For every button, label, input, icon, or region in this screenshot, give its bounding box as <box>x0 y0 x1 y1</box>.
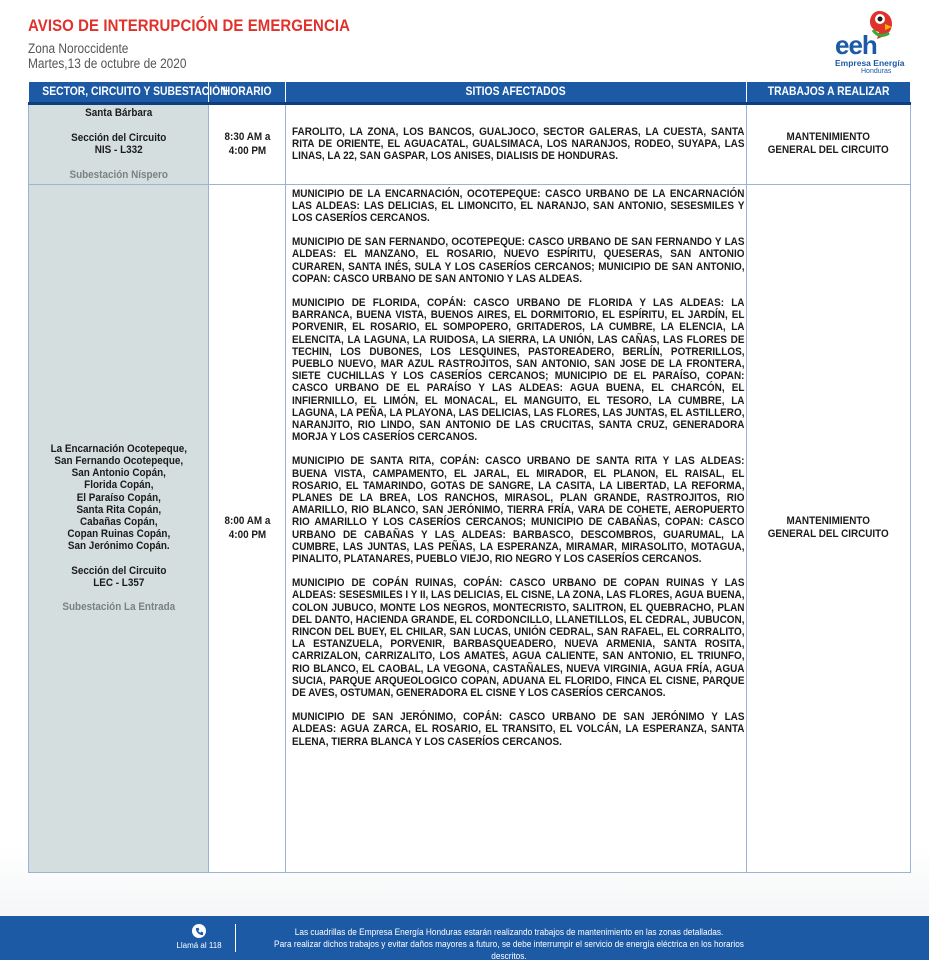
table-row <box>29 103 911 184</box>
header-schedule: HORARIO <box>209 82 286 103</box>
logo-company: Empresa Energía <box>835 58 905 68</box>
sites-paragraph: MUNICIPIO DE LA ENCARNACIÓN, OCOTEPEQUE: CASCO URBANO DE LA ENCARNACIÓN LAS ALDEAS: LAS DELICIAS, EL LIMONCITO, EL NARANJO, SAN ANTONIO, SESESMILES Y LOS CASERÍOS CERCANOS. <box>292 187 745 224</box>
circuit-code: NIS - L332 <box>94 144 143 156</box>
work-cell <box>747 184 911 872</box>
header-sites: SITIOS AFECTADOS <box>286 82 747 103</box>
substation-name: Subestación Níspero <box>69 168 168 181</box>
table-header-row <box>29 82 911 103</box>
sector-line: San Jerónimo Copán. <box>67 540 170 553</box>
sector-line: Cabañas Copán, <box>79 516 158 528</box>
circuit-code: LEC - L357 <box>92 576 145 589</box>
sector-line: La Encarnación Ocotepeque, <box>50 442 187 455</box>
schedule-cell <box>209 184 286 872</box>
footer-message <box>244 926 774 960</box>
work-line-2: GENERAL DEL CIRCUITO <box>767 528 890 540</box>
sites-paragraph: FAROLITO, LA ZONA, LOS BANCOS, GUALJOCO, SECTOR GALERAS, LA CUESTA, SANTA RITA DE ORIENTE, EL AGUACATAL, GUALSIMACA, LOS NARANJOS, RODEO, SUYAPA, LAS LINAS, LA 22, SAN GASPAR, LOS ANISES, DIALISIS DE HONDURAS. <box>292 125 745 163</box>
work-line-1: MANTENIMIENTO <box>786 131 871 143</box>
schedule-start: 8:30 AM a <box>224 131 270 143</box>
circuit-label: Sección del Circuito <box>70 131 167 144</box>
table-row <box>29 184 911 872</box>
schedule-cell <box>209 103 286 184</box>
date-label: Martes,13 de octubre de 2020 <box>28 56 187 71</box>
sites-paragraph: MUNICIPIO DE SAN JERÓNIMO, COPÁN: CASCO URBANO DE SAN JERÓNIMO Y LAS ALDEAS: AGUA ZARCA, EL ROSARIO, EL TRANSITO, EL VOLCÁN, LA ESPERANZA, SANTA ELENA, TIERRA BLANCA Y LOS CASERÍOS CERCANOS. <box>292 711 745 748</box>
footer-divider <box>235 924 236 952</box>
call-118[interactable] <box>174 924 224 950</box>
schedule-end: 4:00 PM <box>228 529 266 541</box>
work-line-1: MANTENIMIENTO <box>786 515 871 527</box>
header-work: TRABAJOS A REALIZAR <box>747 82 911 103</box>
sites-paragraph: MUNICIPIO DE SAN FERNANDO, OCOTEPEQUE: CASCO URBANO DE SAN FERNANDO Y LAS ALDEAS: EL MANZANO, EL ROSARIO, NUEVO ESPÍRITU, QUESERAS, SAN ANTONIO CURAREN, SANTA INÉS, SULA Y LOS CASERÍOS CERCANOS; MUNICIPIO DE SAN ANTONIO, COPAN: CASCO URBANO DE SAN ANTONIO Y LAS ALDEAS. <box>292 236 745 285</box>
sector-name: Santa Bárbara <box>84 107 153 119</box>
sites-cell <box>286 103 747 184</box>
sector-cell <box>29 184 209 872</box>
circuit-label: Sección del Circuito <box>70 564 167 577</box>
outage-table <box>28 82 911 873</box>
phone-icon <box>192 924 206 938</box>
schedule-end: 4:00 PM <box>228 145 266 157</box>
logo-brand: eeh <box>835 30 877 60</box>
footer-bar <box>0 916 929 960</box>
work-line-2: GENERAL DEL CIRCUITO <box>767 144 890 156</box>
footer-line-1: Las cuadrillas de Empresa Energía Honduras estarán realizando trabajos de mantenimiento en las zonas detalladas. <box>294 927 724 937</box>
phone-label: Llamá al 118 <box>176 941 222 950</box>
substation-name: Subestación La Entrada <box>62 601 175 614</box>
header-sector: SECTOR, CIRCUITO Y SUBESTACIÓN <box>29 82 209 103</box>
sites-paragraph: MUNICIPIO DE FLORIDA, COPÁN: CASCO URBANO DE FLORIDA Y LAS ALDEAS: LA BARRANCA, BUENA VISTA, BUENOS AIRES, EL DORMITORIO, EL ESPÍRITU, EL JARDÍN, EL PORVENIR, EL ROSARIO, EL SOMPOPERO, GRITADEROS, LA CUMBRE, LA ELENCIA, LA ELENCITA, LA LAGUNA, LA RUIDOSA, LA SIERRA, LA UNIÓN, LAS CAÑAS, LAS FLORES DE TECHIN, LOS DUBONES, LOS LESQUINES, PASTOREADERO, BERLÍN, POTRERILLOS, PUEBLO NUEVO, MAR AZUL RASTROJITOS, SAN ANTONIO, SAN JOSE DE LA FRONTERA, SIETE CUCHILLAS Y LOS CASERÍOS CERCANOS; MUNICIPIO DE EL PARAÍSO, COPAN: CASCO URBANO DE EL PARAÍSO Y LAS ALDEAS: AGUA BUENA, EL CHARCÓN, EL INFIERNILLO, EL LIMÓN, EL MONACAL, EL MANGUITO, EL TESORO, LA CUMBRE, LA LAGUNA, LA PEÑA, LA PLAYONA, LAS DELICIAS, LAS FLORES, LAS JUNTAS, EL ASTILLERO, NARANJITO, RIO LINDO, SAN ANTONIO DE LAS CRUCITAS, SANTA CRUZ, GENERADORA MORJA Y LOS CASERÍOS CERCANOS. <box>292 296 745 444</box>
sites-paragraph: MUNICIPIO DE COPÁN RUINAS, COPÁN: CASCO URBANO DE COPAN RUINAS Y LAS ALDEAS: SESESMILES I Y II, LAS DELICIAS, EL CISNE, LA ZONA, LAS FLORES, AGUA BUENA, COLON JUBUCO, MONTE LOS NEGROS, MONTECRISTO, SALITRON, EL QUEBRACHO, PLAN DEL DANTO, HACIENDA GRANDE, EL CORDONCILLO, LLANETILLOS, EL CEDRAL, JUBUCON, RINCON DEL BUEY, EL CHILAR, SAN LUCAS, UNIÓN CEDRAL, SAN RAFAEL, EL CORRALITO, LA ESTANZUELA, PORVENIR, BARBASQUEADERO, NUEVA ARMENIA, SANTA ROSITA, CARRIZALON, CARRIZALITO, LOS AMATES, AGUA CALIENTE, SAN ANTONIO, EL TRIUNFO, RIO BLANCO, EL CAOBAL, LA VEGONA, CASTAÑALES, NUEVA VIRGINIA, AGUA FRÍA, AGUA SUCIA, PARQUE ARQUEOLOGICO COPAN, ADUANA EL FLORIDO, FINCA EL CISNE, PARQUE DE AVES, OSTUMAN, GENERADORA EL CISNE Y LOS CASERÍOS CERCANOS. <box>292 577 745 700</box>
sites-paragraph: MUNICIPIO DE SANTA RITA, COPÁN: CASCO URBANO DE SANTA RITA Y LAS ALDEAS: BUENA VISTA, CAMPAMENTO, EL JARAL, EL MIRADOR, EL PLANON, EL RAISAL, EL ROSARIO, EL TAMARINDO, GOTAS DE SANGRE, LA CASITA, LA LIBERTAD, LA REFORMA, PLANES DE LA BREA, LOS RANCHOS, MIRASOL, PLAN GRANDE, RASTROJITOS, RIO AMARILLO, RIO BLANCO, SAN JERÓNIMO, TIERRA FRÍA, VARA DE COHETE, AEROPUERTO RIO AMARILLO Y LOS CASERÍOS CERCANOS; MUNICIPIO DE CABAÑAS, COPAN: CASCO URBANO DE CABAÑAS Y LAS ALDEAS: BARBASCO, DESCOMBROS, GUARUMAL, LA CUMBRE, LAS JUNTAS, LAS PEÑAS, LA ESPERANZA, MIRAMAR, MIRASOLITO, MOTAGUA, PINALITO, PLATANARES, PUEBLO VIEJO, RIO NEGRO Y LOS CASERÍOS CERCANOS. <box>292 455 745 565</box>
sector-line: Florida Copán, <box>83 479 154 492</box>
schedule-start: 8:00 AM a <box>224 515 270 527</box>
eeh-logo <box>835 10 909 80</box>
sector-line: Santa Rita Copán, <box>76 503 161 516</box>
sector-line: San Fernando Ocotepeque, <box>54 454 183 467</box>
header <box>28 16 394 71</box>
notice-title: AVISO DE INTERRUPCIÓN DE EMERGENCIA <box>28 16 350 35</box>
sector-line: San Antonio Copán, <box>71 467 166 480</box>
logo-country: Honduras <box>861 68 892 75</box>
sector-line: El Paraíso Copán, <box>76 491 161 504</box>
zone-label: Zona Noroccidente <box>28 41 129 56</box>
sector-cell <box>29 103 209 184</box>
sector-line: Copan Ruinas Copán, <box>67 528 170 541</box>
sites-cell <box>286 184 747 872</box>
footer-line-2: Para realizar dichos trabajos y evitar daños mayores a futuro, se debe interrumpir el servicio de energía eléctrica en los horarios descritos. <box>274 939 744 960</box>
work-cell <box>747 103 911 184</box>
